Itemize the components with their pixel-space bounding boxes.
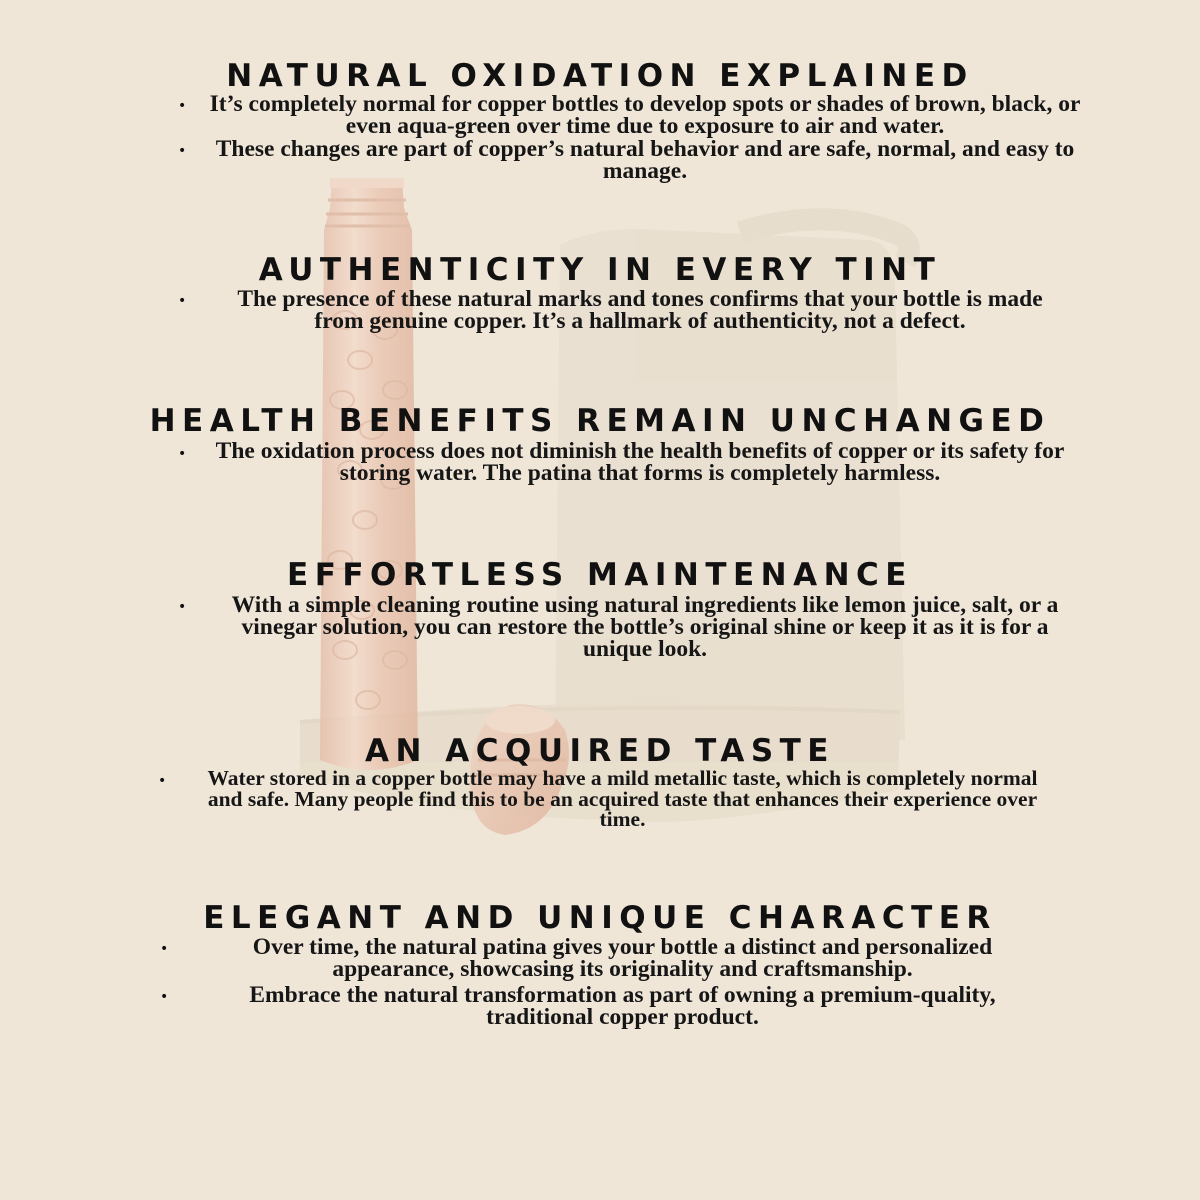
bullet-text: The presence of these natural marks and tones confirms that your bottle is made from genuine copper. It’s a hallmark of authenticity, not a defect. xyxy=(237,286,1043,334)
section-heading: EFFORTLESS MAINTENANCE xyxy=(287,557,913,593)
bullet-text: It’s completely normal for copper bottles to develop spots or shades of brown, black, or even aqua-green over time due to exposure to air and water. xyxy=(209,91,1081,139)
bullet-text: With a simple cleaning routine using natural ingredients like lemon juice, salt, or a vinegar solution, you can restore the bottle’s original shine or keep it as it is for a unique look. xyxy=(231,592,1059,662)
bullet-dot: • xyxy=(178,293,187,309)
section-heading: NATURAL OXIDATION EXPLAINED xyxy=(226,58,974,94)
bullet-dot: • xyxy=(178,143,187,159)
bullet-dot: • xyxy=(160,941,169,957)
bullet-text: The oxidation process does not diminish the health benefits of copper or its safety for storing water. The patina that forms is completely harmless. xyxy=(215,438,1065,486)
section-heading: HEALTH BENEFITS REMAIN UNCHANGED xyxy=(149,403,1051,439)
bullet-dot: • xyxy=(178,599,187,615)
bullet-text: These changes are part of copper’s natural behavior and are safe, normal, and easy to manage. xyxy=(215,136,1075,184)
section-heading: ELEGANT AND UNIQUE CHARACTER xyxy=(203,900,997,936)
bullet-text: Embrace the natural transformation as part of owning a premium-quality, traditional copper product. xyxy=(249,982,996,1030)
section-heading: AN ACQUIRED TASTE xyxy=(365,733,835,769)
bullet-dot: • xyxy=(178,98,187,114)
bullet-text: Over time, the natural patina gives your bottle a distinct and personalized appearance, showcasing its originality and craftsmanship. xyxy=(252,934,993,982)
section-heading: AUTHENTICITY IN EVERY TINT xyxy=(258,252,942,288)
bullet-dot: • xyxy=(158,773,167,789)
bullet-dot: • xyxy=(178,446,187,462)
bullet-text: Water stored in a copper bottle may have a mild metallic taste, which is completely normal and safe. Many people find this to be an acquired taste that enhances their experience over time. xyxy=(207,766,1038,831)
bullet-dot: • xyxy=(160,989,169,1005)
